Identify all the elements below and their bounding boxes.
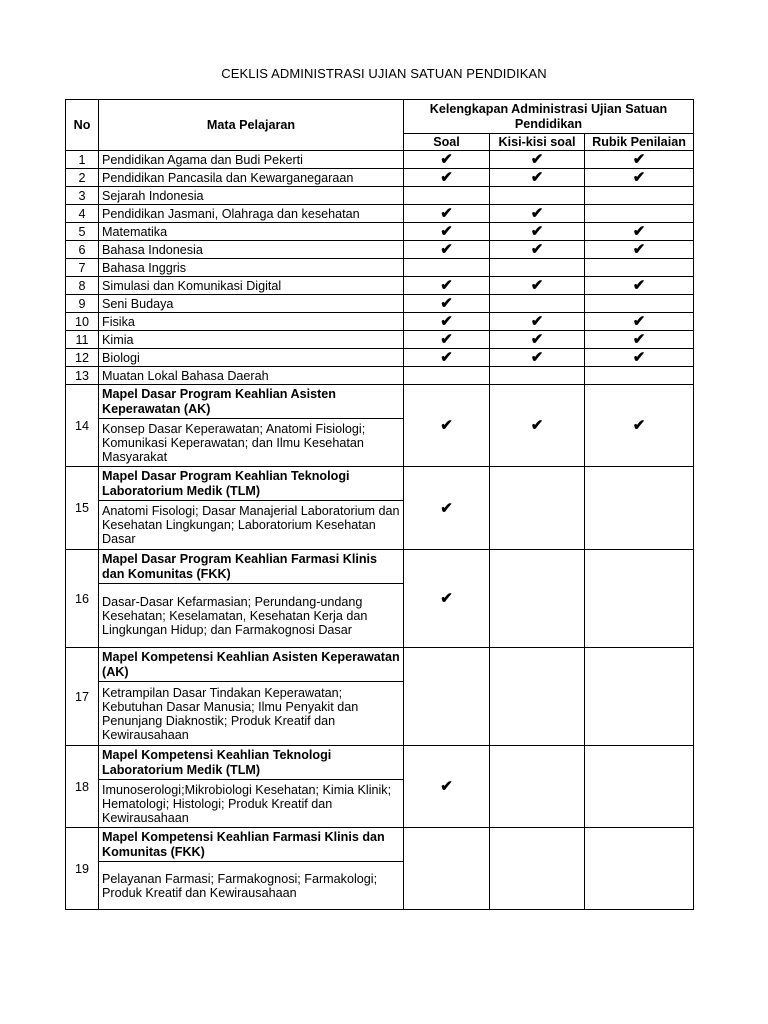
group-description: Pelayanan Farmasi; Farmakognosi; Farmakologi; Produk Kreatif dan Kewirausahaan [99,862,404,910]
table-row [66,313,694,331]
checkmark-icon: ✔ [440,778,453,795]
soal-cell [404,385,490,467]
soal-cell [404,169,490,187]
rubik-cell [585,169,694,187]
checklist-table [65,99,694,910]
subject-name: Biologi [99,349,404,367]
table-row [66,259,694,277]
row-number: 10 [66,313,99,331]
subject-name: Bahasa Inggris [99,259,404,277]
table-row [66,187,694,205]
kisi-cell [490,349,585,367]
table-body [66,151,694,910]
subject-name: Pendidikan Jasmani, Olahraga dan kesehatan [99,205,404,223]
row-number: 12 [66,349,99,367]
checkmark-icon: ✔ [440,417,453,434]
row-number: 15 [66,467,99,550]
kisi-cell [490,648,585,746]
subject-name: Kimia [99,331,404,349]
checkmark-icon: ✔ [530,417,544,434]
checkmark-icon: ✔ [530,277,544,294]
soal-cell [404,648,490,746]
rubik-cell [585,223,694,241]
rubik-cell [585,313,694,331]
soal-cell [404,367,490,385]
checkmark-icon: ✔ [440,223,453,240]
table-row [66,349,694,367]
soal-cell [404,746,490,828]
soal-cell [404,313,490,331]
checkmark-icon: ✔ [440,499,453,517]
row-number: 7 [66,259,99,277]
row-number: 14 [66,385,99,467]
checkmark-icon: ✔ [530,205,544,222]
subject-name: Matematika [99,223,404,241]
rubik-cell [585,367,694,385]
kisi-cell [490,467,585,550]
checkmark-icon: ✔ [530,331,544,348]
kisi-cell [490,151,585,169]
checkmark-icon: ✔ [440,205,453,222]
row-number: 18 [66,746,99,828]
row-number: 19 [66,828,99,910]
soal-cell [404,467,490,550]
group-description: Imunoserologi;Mikrobiologi Kesehatan; Kimia Klinik; Hematologi; Histologi; Produk Kreatif dan Kewirausahaan [99,780,404,828]
subject-name: Muatan Lokal Bahasa Daerah [99,367,404,385]
group-row [66,648,694,682]
group-title: Mapel Dasar Program Keahlian Farmasi Klinis dan Komunitas (FKK) [99,550,404,584]
soal-cell [404,349,490,367]
checkmark-icon: ✔ [632,169,646,186]
checkmark-icon: ✔ [632,313,646,330]
checkmark-icon: ✔ [632,223,646,240]
row-number: 1 [66,151,99,169]
kisi-cell [490,746,585,828]
header-subject: Mata Pelajaran [99,100,404,151]
group-title: Mapel Dasar Program Keahlian Teknologi Laboratorium Medik (TLM) [99,467,404,501]
table-row [66,223,694,241]
subject-name: Fisika [99,313,404,331]
subject-name: Pendidikan Pancasila dan Kewarganegaraan [99,169,404,187]
checkmark-icon: ✔ [632,349,646,366]
header-soal: Soal [404,134,490,151]
group-title: Mapel Kompetensi Keahlian Farmasi Klinis dan Komunitas (FKK) [99,828,404,862]
table-row [66,295,694,313]
soal-cell [404,277,490,295]
checkmark-icon: ✔ [632,331,646,348]
table-row [66,169,694,187]
kisi-cell [490,223,585,241]
kisi-cell [490,295,585,313]
row-number: 13 [66,367,99,385]
soal-cell [404,205,490,223]
checkmark-icon: ✔ [530,241,544,258]
kisi-cell [490,241,585,259]
kisi-cell [490,169,585,187]
row-number: 5 [66,223,99,241]
rubik-cell [585,349,694,367]
header-no: No [66,100,99,151]
rubik-cell [585,648,694,746]
checkmark-icon: ✔ [632,417,646,434]
rubik-cell [585,295,694,313]
soal-cell [404,223,490,241]
table-row [66,205,694,223]
table-row [66,277,694,295]
group-title: Mapel Kompetensi Keahlian Teknologi Laboratorium Medik (TLM) [99,746,404,780]
soal-cell [404,828,490,910]
group-row [66,828,694,862]
kisi-cell [490,259,585,277]
rubik-cell [585,467,694,550]
checkmark-icon: ✔ [440,277,453,294]
group-row [66,550,694,584]
row-number: 9 [66,295,99,313]
checkmark-icon: ✔ [440,151,453,168]
soal-cell [404,187,490,205]
kisi-cell [490,277,585,295]
checkmark-icon: ✔ [440,169,453,186]
soal-cell [404,550,490,648]
checkmark-icon: ✔ [440,313,453,330]
checkmark-icon: ✔ [440,349,453,366]
rubik-cell [585,331,694,349]
table-row [66,367,694,385]
rubik-cell [585,205,694,223]
row-number: 3 [66,187,99,205]
subject-name: Pendidikan Agama dan Budi Pekerti [99,151,404,169]
group-row [66,467,694,501]
soal-cell [404,295,490,313]
group-description: Konsep Dasar Keperawatan; Anatomi Fisiologi; Komunikasi Keperawatan; dan Ilmu Kesehatan Masyarakat [99,419,404,467]
kisi-cell [490,385,585,467]
table-row [66,241,694,259]
checkmark-icon: ✔ [530,313,544,330]
row-number: 17 [66,648,99,746]
checkmark-icon: ✔ [530,223,544,240]
checkmark-icon: ✔ [632,277,646,294]
checkmark-icon: ✔ [530,169,544,186]
row-number: 16 [66,550,99,648]
soal-cell [404,151,490,169]
subject-name: Sejarah Indonesia [99,187,404,205]
row-number: 6 [66,241,99,259]
group-description: Ketrampilan Dasar Tindakan Keperawatan; Kebutuhan Dasar Manusia; Ilmu Penyakit dan Penunjang Diaknostik; Produk Kreatif dan Kewirausahaan [99,682,404,746]
kisi-cell [490,828,585,910]
subject-name: Seni Budaya [99,295,404,313]
kisi-cell [490,313,585,331]
kisi-cell [490,205,585,223]
rubik-cell [585,151,694,169]
row-number: 4 [66,205,99,223]
checkmark-icon: ✔ [440,590,453,607]
rubik-cell [585,277,694,295]
rubik-cell [585,241,694,259]
kisi-cell [490,187,585,205]
row-number: 8 [66,277,99,295]
checkmark-icon: ✔ [440,241,453,258]
row-number: 2 [66,169,99,187]
soal-cell [404,241,490,259]
checkmark-icon: ✔ [530,349,544,366]
soal-cell [404,331,490,349]
group-row [66,746,694,780]
kisi-cell [490,331,585,349]
group-row [66,385,694,419]
group-description: Anatomi Fisologi; Dasar Manajerial Laboratorium dan Kesehatan Lingkungan; Laboratorium Kesehatan Dasar [99,501,404,550]
checkmark-icon: ✔ [530,151,544,168]
checkmark-icon: ✔ [632,241,646,258]
rubik-cell [585,550,694,648]
rubik-cell [585,385,694,467]
table-row [66,151,694,169]
group-description: Dasar-Dasar Kefarmasian; Perundang-undang Kesehatan; Keselamatan, Kesehatan Kerja dan Lingkungan Hidup; dan Farmakognosi Dasar [99,584,404,648]
rubik-cell [585,746,694,828]
rubik-cell [585,187,694,205]
subject-name: Simulasi dan Komunikasi Digital [99,277,404,295]
checkmark-icon: ✔ [440,331,453,348]
kisi-cell [490,367,585,385]
group-title: Mapel Dasar Program Keahlian Asisten Keperawatan (AK) [99,385,404,419]
header-kisi: Kisi-kisi soal [490,134,585,151]
header-rubik: Rubik Penilaian [585,134,694,151]
header-group: Kelengkapan Administrasi Ujian Satuan Pendidikan [404,100,694,134]
soal-cell [404,259,490,277]
row-number: 11 [66,331,99,349]
rubik-cell [585,259,694,277]
group-title: Mapel Kompetensi Keahlian Asisten Keperawatan (AK) [99,648,404,682]
table-row [66,331,694,349]
rubik-cell [585,828,694,910]
subject-name: Bahasa Indonesia [99,241,404,259]
page-title: CEKLIS ADMINISTRASI UJIAN SATUAN PENDIDIKAN [221,66,547,81]
checkmark-icon: ✔ [632,151,646,168]
kisi-cell [490,550,585,648]
checkmark-icon: ✔ [440,295,453,312]
